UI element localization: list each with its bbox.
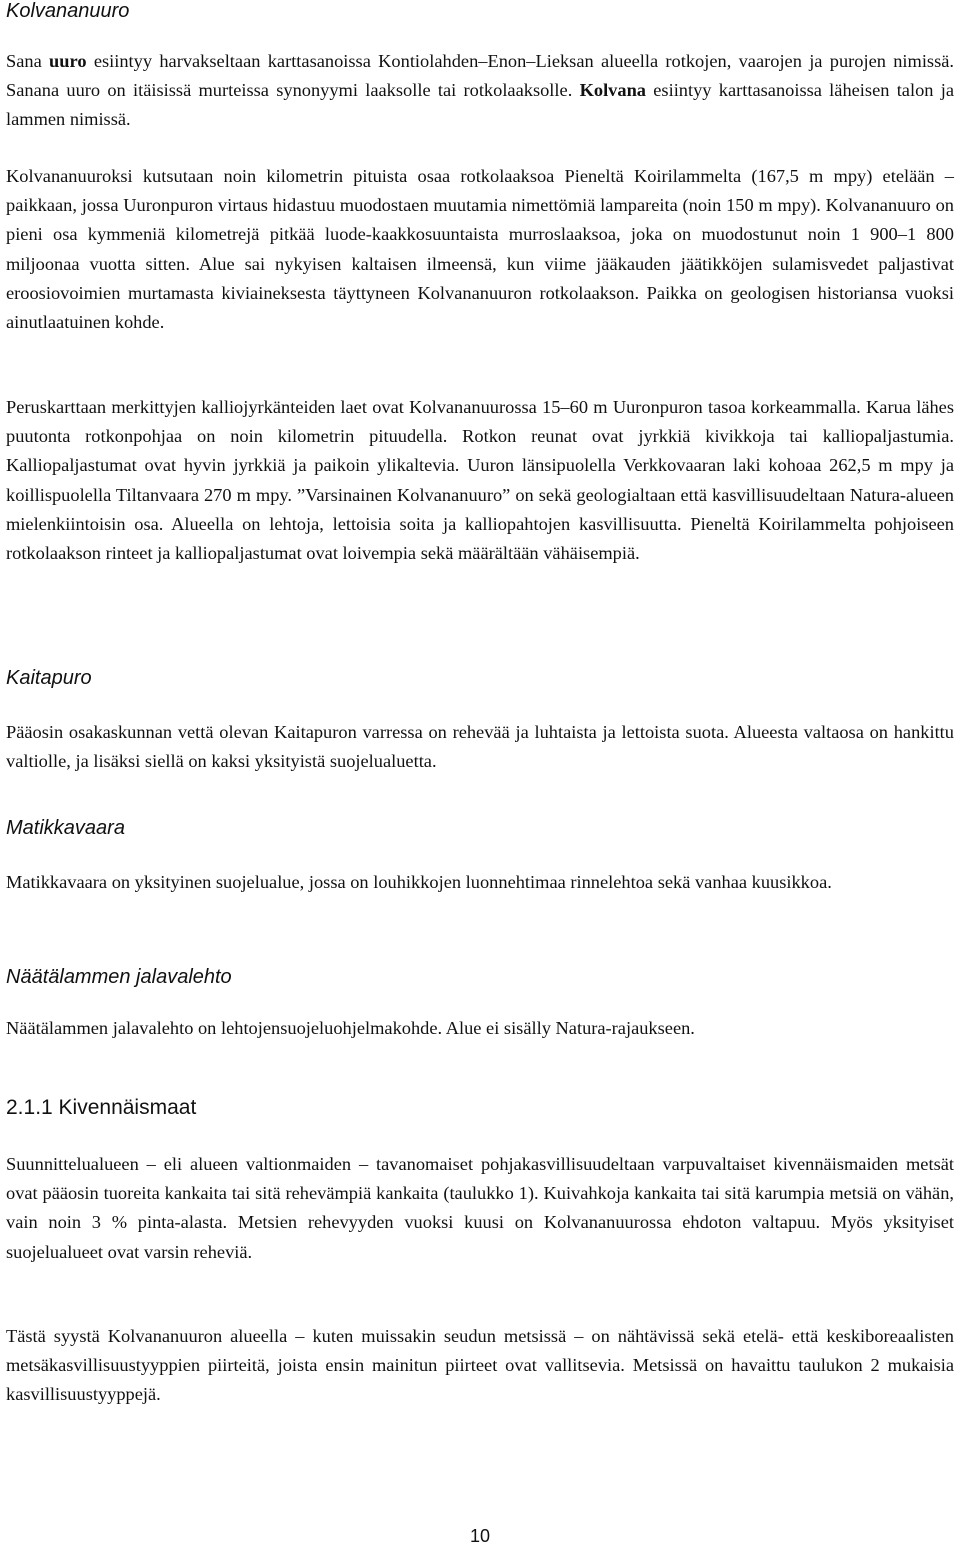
bold-term-kolvana: Kolvana xyxy=(579,80,646,101)
heading-matikkavaara: Matikkavaara xyxy=(6,817,125,839)
paragraph-kolvananuuro-geology: Peruskarttaan merkittyjen kalliojyrkänteiden laet ovat Kolvananuurossa 15–60 m Uuronpuron tasoa korkeammalla. Karua lähes puutonta rotkonpohjaa on noin kilometrin pituudella. Rotkon reunat ovat jyrkkiä kivikkoja tai kalliopaljastumia. Kalliopaljastumat ovat hyvin jyrkkiä ja paikoin ylikaltevia. Uuron länsipuolella Verkkovaaran laki kohoaa 262,5 m mpy ja koillispuolella Tiltanvaara 270 m mpy. ”Varsinainen Kolvananuuro” on sekä geologialtaan että kasvillisuudeltaan Natura-alueen mielenkiintoisin osa. Alueella on lehtoja, lettoisia soita ja kalliopahtojen kasvillisuutta. Pieneltä Koirilammelta pohjoiseen rotkolaakson rinteet ja kalliopaljastumat ovat loivempia sekä määrältään vähäisempiä. xyxy=(6,397,954,564)
text-run: esiintyy harvakseltaan karttasanoissa Kontiolahden–Enon–Lieksan alueella rotkojen, vaarojen ja purojen nimissä. Sanana uuro on itäisissä murteissa synonyymi laaksolle tai rotkolaaksolle. xyxy=(6,51,955,101)
heading-section-kivennaismaat: 2.1.1 Kivennäismaat xyxy=(6,1096,197,1119)
paragraph-kivennaismaat-intro: Suunnittelualueen – eli alueen valtionmaiden – tavanomaiset pohjakasvillisuudeltaan varpuvaltaiset kivennäismaiden metsät ovat pääosin tuoreita kankaita tai sitä rehevämpiä kankaita (taulukko 1). Kuivahkoja kankaita tai sitä karumpia metsiä on vähän, vain noin 3 % pinta-alasta. Metsien rehevyyden vuoksi kuusi on Kolvananuurossa ehdoton valtapuu. Myös yksityiset suojelualueet ovat varsin reheviä. xyxy=(6,1154,954,1262)
text-run: Sana xyxy=(6,51,50,71)
page-number: 10 xyxy=(469,1526,491,1546)
heading-kolvananuuro: Kolvananuuro xyxy=(6,0,130,22)
paragraph-naatalammen-jalavalehto: Näätälammen jalavalehto on lehtojensuojeluohjelmakohde. Alue ei sisälly Natura-rajaukseen. xyxy=(6,1018,695,1038)
paragraph-kolvananuuro-intro xyxy=(6,47,954,135)
paragraph-kivennaismaat-vegetation: Tästä syystä Kolvananuuron alueella – kuten muissakin seudun metsissä – on nähtävissä sekä etelä- että keskiboreaalisten metsäkasvillisuustyyppien piirteitä, joista ensin mainitun piirteet ovat vallitsevia. Metsissä on havaittu taulukon 2 mukaisia kasvillisuustyyppejä. xyxy=(6,1326,954,1405)
paragraph-matikkavaara: Matikkavaara on yksityinen suojelualue, jossa on louhikkojen luonnehtimaa rinnelehtoa sekä vanhaa kuusikkoa. xyxy=(6,872,832,892)
paragraph-kaitapuro: Pääosin osakaskunnan vettä olevan Kaitapuron varressa on rehevää ja luhtaista ja lettoista suota. Alueesta valtaosa on hankittu valtiolle, ja lisäksi siellä on kaksi yksityistä suojelualuetta. xyxy=(6,722,954,772)
heading-kaitapuro: Kaitapuro xyxy=(6,667,92,689)
heading-naatalammen-jalavalehto: Näätälammen jalavalehto xyxy=(6,966,232,988)
bold-term-uuro: uuro xyxy=(49,51,87,71)
paragraph-kolvananuuro-description: Kolvananuuroksi kutsutaan noin kilometrin pituista osaa rotkolaaksoa Pieneltä Koirilammelta (167,5 m mpy) etelään – paikkaan, jossa Uuronpuron virtaus hidastuu muodostaen muutamia nimettömiä lampareita (noin 150 m mpy). Kolvananuuro on pieni osa kymmeniä kilometrejä pitkää luode-kaakkosuuntaista murroslaaksoa, joka on muodostunut noin 1 900–1 800 miljoonaa vuotta sitten. Alue sai nykyisen kaltaisen ilmeensä, kun viime jääkauden jäätikköjen sulamisvedet paljastivat eroosiovoimien murtamasta kiviaineksesta täyttyneen Kolvananuuron rotkolaakson. Paikka on geologisen historiansa vuoksi ainutlaatuinen kohde. xyxy=(6,166,954,333)
text-run: esiintyy karttasanoissa läheisen talon ja lammen nimissä. xyxy=(6,80,955,130)
